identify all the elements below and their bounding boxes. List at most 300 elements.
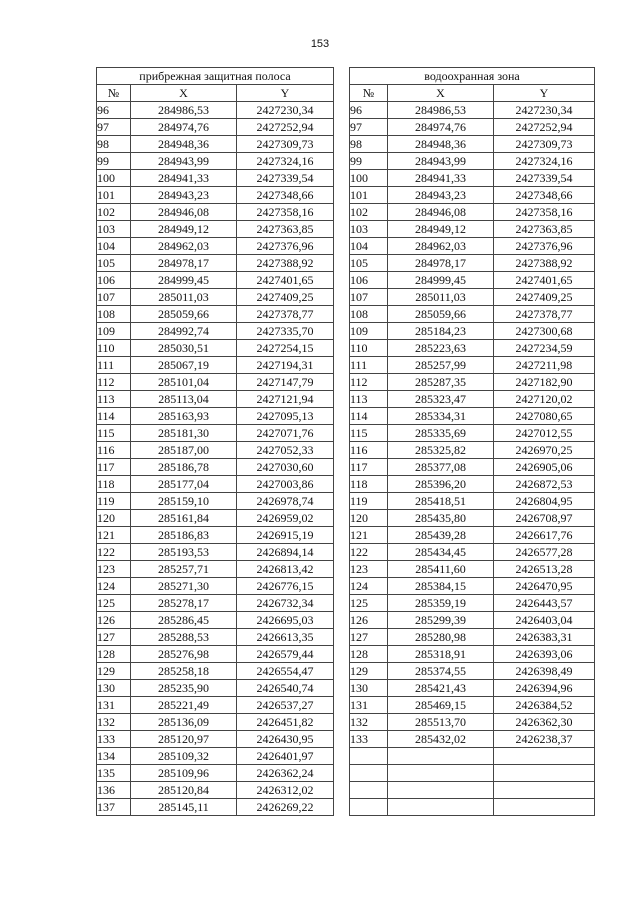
y-coordinate-cell: 2426398,49 — [494, 663, 595, 680]
y-coordinate-cell: 2426540,74 — [237, 680, 334, 697]
table-row — [97, 646, 334, 663]
table-row — [350, 221, 595, 238]
x-coordinate-cell: 285288,53 — [131, 629, 237, 646]
table-row — [97, 765, 334, 782]
table-row — [350, 459, 595, 476]
point-number-cell: 111 — [97, 357, 131, 374]
table-row — [350, 680, 595, 697]
table-row — [350, 442, 595, 459]
point-number-cell: 121 — [97, 527, 131, 544]
y-coordinate-cell: 2427378,77 — [494, 306, 595, 323]
y-coordinate-cell: 2426443,57 — [494, 595, 595, 612]
point-number-cell: 110 — [350, 340, 388, 357]
table-row — [350, 340, 595, 357]
table-row — [350, 527, 595, 544]
y-coordinate-cell: 2426384,52 — [494, 697, 595, 714]
y-coordinate-cell: 2427358,16 — [237, 204, 334, 221]
point-number-cell — [350, 782, 388, 799]
y-coordinate-cell: 2427182,90 — [494, 374, 595, 391]
point-number-cell: 99 — [97, 153, 131, 170]
table-row — [350, 765, 595, 782]
table-row — [97, 272, 334, 289]
table-row — [97, 680, 334, 697]
point-number-cell: 108 — [97, 306, 131, 323]
y-coordinate-cell: 2426894,14 — [237, 544, 334, 561]
table-row — [350, 561, 595, 578]
point-number-cell: 137 — [97, 799, 131, 816]
y-coordinate-cell: 2426238,37 — [494, 731, 595, 748]
point-number-cell: 123 — [97, 561, 131, 578]
y-coordinate-cell — [494, 765, 595, 782]
point-number-cell: 103 — [350, 221, 388, 238]
point-number-cell — [350, 748, 388, 765]
point-number-cell: 127 — [350, 629, 388, 646]
point-number-cell: 131 — [97, 697, 131, 714]
table-row — [97, 442, 334, 459]
point-number-cell: 128 — [350, 646, 388, 663]
point-number-cell: 98 — [350, 136, 388, 153]
table-row — [350, 629, 595, 646]
table-row — [97, 748, 334, 765]
y-coordinate-cell: 2427012,55 — [494, 425, 595, 442]
y-coordinate-cell: 2426383,31 — [494, 629, 595, 646]
x-coordinate-cell: 285384,15 — [388, 578, 494, 595]
right-header-x: X — [388, 85, 494, 102]
point-number-cell: 103 — [97, 221, 131, 238]
table-row — [97, 102, 334, 119]
point-number-cell: 105 — [350, 255, 388, 272]
y-coordinate-cell: 2427030,60 — [237, 459, 334, 476]
table-row — [350, 612, 595, 629]
right-header-y: Y — [494, 85, 595, 102]
y-coordinate-cell: 2427309,73 — [237, 136, 334, 153]
table-row — [97, 119, 334, 136]
table-row — [97, 544, 334, 561]
point-number-cell: 116 — [350, 442, 388, 459]
point-number-cell: 134 — [97, 748, 131, 765]
right-table-title: водоохранная зона — [350, 68, 595, 85]
y-coordinate-cell: 2427324,16 — [237, 153, 334, 170]
x-coordinate-cell: 284992,74 — [131, 323, 237, 340]
point-number-cell: 99 — [350, 153, 388, 170]
y-coordinate-cell: 2427376,96 — [237, 238, 334, 255]
point-number-cell: 114 — [350, 408, 388, 425]
y-coordinate-cell: 2427324,16 — [494, 153, 595, 170]
table-row — [97, 578, 334, 595]
y-coordinate-cell: 2426959,02 — [237, 510, 334, 527]
y-coordinate-cell: 2426403,04 — [494, 612, 595, 629]
x-coordinate-cell: 284943,23 — [131, 187, 237, 204]
y-coordinate-cell: 2427339,54 — [237, 170, 334, 187]
y-coordinate-cell: 2427211,98 — [494, 357, 595, 374]
table-row — [97, 714, 334, 731]
table-row — [97, 782, 334, 799]
x-coordinate-cell: 284962,03 — [131, 238, 237, 255]
table-row — [97, 459, 334, 476]
table-row — [350, 731, 595, 748]
table-row — [350, 476, 595, 493]
x-coordinate-cell: 284941,33 — [388, 170, 494, 187]
x-coordinate-cell: 284946,08 — [131, 204, 237, 221]
point-number-cell: 123 — [350, 561, 388, 578]
x-coordinate-cell: 285161,84 — [131, 510, 237, 527]
y-coordinate-cell: 2426915,19 — [237, 527, 334, 544]
y-coordinate-cell: 2427230,34 — [237, 102, 334, 119]
table-row — [350, 493, 595, 510]
y-coordinate-cell: 2426312,02 — [237, 782, 334, 799]
x-coordinate-cell — [388, 782, 494, 799]
table-row — [97, 731, 334, 748]
table-row — [350, 153, 595, 170]
point-number-cell: 106 — [97, 272, 131, 289]
y-coordinate-cell: 2426613,35 — [237, 629, 334, 646]
table-row — [97, 595, 334, 612]
table-row — [97, 408, 334, 425]
point-number-cell: 128 — [97, 646, 131, 663]
point-number-cell: 118 — [350, 476, 388, 493]
point-number-cell: 120 — [350, 510, 388, 527]
point-number-cell: 132 — [350, 714, 388, 731]
y-coordinate-cell: 2427363,85 — [237, 221, 334, 238]
y-coordinate-cell: 2427121,94 — [237, 391, 334, 408]
x-coordinate-cell: 284978,17 — [131, 255, 237, 272]
point-number-cell: 109 — [350, 323, 388, 340]
x-coordinate-cell: 284974,76 — [131, 119, 237, 136]
point-number-cell: 97 — [97, 119, 131, 136]
table-row — [350, 748, 595, 765]
y-coordinate-cell: 2427052,33 — [237, 442, 334, 459]
y-coordinate-cell: 2426401,97 — [237, 748, 334, 765]
x-coordinate-cell: 285323,47 — [388, 391, 494, 408]
table-row — [350, 255, 595, 272]
x-coordinate-cell: 285109,96 — [131, 765, 237, 782]
table-row — [97, 629, 334, 646]
x-coordinate-cell: 284999,45 — [131, 272, 237, 289]
x-coordinate-cell: 285258,18 — [131, 663, 237, 680]
x-coordinate-cell: 284948,36 — [388, 136, 494, 153]
point-number-cell: 96 — [350, 102, 388, 119]
x-coordinate-cell: 284943,99 — [131, 153, 237, 170]
table-row — [350, 136, 595, 153]
x-coordinate-cell: 285257,71 — [131, 561, 237, 578]
table-row — [350, 374, 595, 391]
y-coordinate-cell: 2427401,65 — [494, 272, 595, 289]
table-row — [97, 510, 334, 527]
left-table-body — [97, 102, 334, 816]
right-table-body — [350, 102, 595, 816]
point-number-cell: 106 — [350, 272, 388, 289]
table-row — [97, 170, 334, 187]
y-coordinate-cell: 2427376,96 — [494, 238, 595, 255]
y-coordinate-cell: 2426451,82 — [237, 714, 334, 731]
table-row — [350, 306, 595, 323]
y-coordinate-cell: 2427080,65 — [494, 408, 595, 425]
table-row — [350, 578, 595, 595]
y-coordinate-cell: 2427348,66 — [237, 187, 334, 204]
point-number-cell: 104 — [350, 238, 388, 255]
point-number-cell: 96 — [97, 102, 131, 119]
x-coordinate-cell: 285276,98 — [131, 646, 237, 663]
x-coordinate-cell: 285177,04 — [131, 476, 237, 493]
x-coordinate-cell — [388, 748, 494, 765]
y-coordinate-cell: 2427378,77 — [237, 306, 334, 323]
x-coordinate-cell: 285120,84 — [131, 782, 237, 799]
table-row — [97, 697, 334, 714]
point-number-cell: 116 — [97, 442, 131, 459]
table-row — [97, 306, 334, 323]
point-number-cell: 120 — [97, 510, 131, 527]
table-row — [97, 204, 334, 221]
page-number: 153 — [310, 38, 330, 50]
table-row — [350, 782, 595, 799]
table-row — [350, 391, 595, 408]
table-row — [350, 595, 595, 612]
x-coordinate-cell: 285011,03 — [131, 289, 237, 306]
point-number-cell: 130 — [350, 680, 388, 697]
point-number-cell: 102 — [97, 204, 131, 221]
point-number-cell: 117 — [350, 459, 388, 476]
y-coordinate-cell — [494, 799, 595, 816]
y-coordinate-cell: 2426537,27 — [237, 697, 334, 714]
y-coordinate-cell: 2426269,22 — [237, 799, 334, 816]
table-row — [350, 238, 595, 255]
table-row — [97, 238, 334, 255]
table-row — [350, 799, 595, 816]
x-coordinate-cell: 285186,83 — [131, 527, 237, 544]
y-coordinate-cell: 2427409,25 — [237, 289, 334, 306]
x-coordinate-cell: 285187,00 — [131, 442, 237, 459]
point-number-cell: 115 — [350, 425, 388, 442]
point-number-cell: 98 — [97, 136, 131, 153]
point-number-cell: 111 — [350, 357, 388, 374]
table-row — [97, 323, 334, 340]
table-row — [350, 697, 595, 714]
x-coordinate-cell: 285101,04 — [131, 374, 237, 391]
point-number-cell: 133 — [350, 731, 388, 748]
y-coordinate-cell: 2426393,06 — [494, 646, 595, 663]
x-coordinate-cell: 285334,31 — [388, 408, 494, 425]
table-row — [97, 255, 334, 272]
x-coordinate-cell: 285011,03 — [388, 289, 494, 306]
y-coordinate-cell: 2427120,02 — [494, 391, 595, 408]
table-row — [350, 663, 595, 680]
table-row — [350, 102, 595, 119]
x-coordinate-cell: 284962,03 — [388, 238, 494, 255]
point-number-cell: 108 — [350, 306, 388, 323]
table-row — [97, 612, 334, 629]
point-number-cell: 121 — [350, 527, 388, 544]
x-coordinate-cell: 285059,66 — [388, 306, 494, 323]
left-header-number: № — [97, 85, 131, 102]
point-number-cell: 118 — [97, 476, 131, 493]
y-coordinate-cell: 2426776,15 — [237, 578, 334, 595]
y-coordinate-cell: 2426813,42 — [237, 561, 334, 578]
point-number-cell: 119 — [350, 493, 388, 510]
table-row — [350, 289, 595, 306]
x-coordinate-cell: 285030,51 — [131, 340, 237, 357]
y-coordinate-cell: 2427147,79 — [237, 374, 334, 391]
x-coordinate-cell: 284978,17 — [388, 255, 494, 272]
x-coordinate-cell: 285439,28 — [388, 527, 494, 544]
x-coordinate-cell — [388, 799, 494, 816]
x-coordinate-cell: 285181,30 — [131, 425, 237, 442]
table-row — [350, 646, 595, 663]
left-header-y: Y — [237, 85, 334, 102]
x-coordinate-cell: 284946,08 — [388, 204, 494, 221]
table-row — [350, 357, 595, 374]
table-row — [97, 663, 334, 680]
x-coordinate-cell: 285136,09 — [131, 714, 237, 731]
x-coordinate-cell: 285186,78 — [131, 459, 237, 476]
x-coordinate-cell: 284941,33 — [131, 170, 237, 187]
point-number-cell — [350, 765, 388, 782]
point-number-cell: 129 — [350, 663, 388, 680]
table-row — [97, 153, 334, 170]
x-coordinate-cell: 285435,80 — [388, 510, 494, 527]
y-coordinate-cell: 2426554,47 — [237, 663, 334, 680]
point-number-cell: 122 — [350, 544, 388, 561]
point-number-cell: 124 — [97, 578, 131, 595]
y-coordinate-cell: 2426872,53 — [494, 476, 595, 493]
x-coordinate-cell: 285396,20 — [388, 476, 494, 493]
table-row — [97, 425, 334, 442]
x-coordinate-cell: 285299,39 — [388, 612, 494, 629]
y-coordinate-cell: 2427230,34 — [494, 102, 595, 119]
y-coordinate-cell: 2427388,92 — [237, 255, 334, 272]
table-row — [350, 510, 595, 527]
y-coordinate-cell: 2427348,66 — [494, 187, 595, 204]
y-coordinate-cell: 2426695,03 — [237, 612, 334, 629]
y-coordinate-cell: 2426617,76 — [494, 527, 595, 544]
point-number-cell: 126 — [350, 612, 388, 629]
y-coordinate-cell: 2426970,25 — [494, 442, 595, 459]
table-row — [350, 408, 595, 425]
x-coordinate-cell: 285163,93 — [131, 408, 237, 425]
point-number-cell: 113 — [350, 391, 388, 408]
y-coordinate-cell: 2426362,30 — [494, 714, 595, 731]
y-coordinate-cell: 2427003,86 — [237, 476, 334, 493]
table-row — [97, 527, 334, 544]
y-coordinate-cell: 2427409,25 — [494, 289, 595, 306]
point-number-cell — [350, 799, 388, 816]
table-row — [97, 340, 334, 357]
point-number-cell: 112 — [97, 374, 131, 391]
x-coordinate-cell: 284949,12 — [388, 221, 494, 238]
x-coordinate-cell: 285235,90 — [131, 680, 237, 697]
x-coordinate-cell: 285374,55 — [388, 663, 494, 680]
x-coordinate-cell: 285257,99 — [388, 357, 494, 374]
y-coordinate-cell: 2426804,95 — [494, 493, 595, 510]
left-header-x: X — [131, 85, 237, 102]
point-number-cell: 117 — [97, 459, 131, 476]
left-table-title: прибрежная защитная полоса — [97, 68, 334, 85]
y-coordinate-cell: 2427309,73 — [494, 136, 595, 153]
table-row — [97, 221, 334, 238]
table-row — [97, 374, 334, 391]
point-number-cell: 133 — [97, 731, 131, 748]
point-number-cell: 136 — [97, 782, 131, 799]
y-coordinate-cell: 2427254,15 — [237, 340, 334, 357]
y-coordinate-cell: 2427388,92 — [494, 255, 595, 272]
x-coordinate-cell: 284943,99 — [388, 153, 494, 170]
y-coordinate-cell: 2426708,97 — [494, 510, 595, 527]
y-coordinate-cell: 2426579,44 — [237, 646, 334, 663]
point-number-cell: 97 — [350, 119, 388, 136]
y-coordinate-cell: 2426732,34 — [237, 595, 334, 612]
table-row — [350, 272, 595, 289]
point-number-cell: 105 — [97, 255, 131, 272]
x-coordinate-cell: 285513,70 — [388, 714, 494, 731]
x-coordinate-cell: 285280,98 — [388, 629, 494, 646]
table-row — [97, 357, 334, 374]
point-number-cell: 107 — [350, 289, 388, 306]
x-coordinate-cell: 285145,11 — [131, 799, 237, 816]
y-coordinate-cell: 2426905,06 — [494, 459, 595, 476]
y-coordinate-cell: 2427071,76 — [237, 425, 334, 442]
y-coordinate-cell: 2426430,95 — [237, 731, 334, 748]
x-coordinate-cell: 285359,19 — [388, 595, 494, 612]
table-row — [350, 544, 595, 561]
table-row — [350, 714, 595, 731]
table-row — [97, 493, 334, 510]
point-number-cell: 104 — [97, 238, 131, 255]
x-coordinate-cell: 285287,35 — [388, 374, 494, 391]
x-coordinate-cell: 285278,17 — [131, 595, 237, 612]
y-coordinate-cell: 2427234,59 — [494, 340, 595, 357]
x-coordinate-cell: 284986,53 — [131, 102, 237, 119]
y-coordinate-cell: 2426362,24 — [237, 765, 334, 782]
right-header-number: № — [350, 85, 388, 102]
x-coordinate-cell: 285377,08 — [388, 459, 494, 476]
x-coordinate-cell: 285159,10 — [131, 493, 237, 510]
x-coordinate-cell: 285432,02 — [388, 731, 494, 748]
x-coordinate-cell: 285434,45 — [388, 544, 494, 561]
point-number-cell: 109 — [97, 323, 131, 340]
x-coordinate-cell: 284948,36 — [131, 136, 237, 153]
x-coordinate-cell: 285221,49 — [131, 697, 237, 714]
x-coordinate-cell: 285418,51 — [388, 493, 494, 510]
point-number-cell: 100 — [97, 170, 131, 187]
table-row — [350, 425, 595, 442]
point-number-cell: 114 — [97, 408, 131, 425]
point-number-cell: 130 — [97, 680, 131, 697]
table-row — [97, 136, 334, 153]
point-number-cell: 100 — [350, 170, 388, 187]
table-row — [97, 289, 334, 306]
point-number-cell: 127 — [97, 629, 131, 646]
point-number-cell: 125 — [97, 595, 131, 612]
table-row — [350, 204, 595, 221]
x-coordinate-cell: 285325,82 — [388, 442, 494, 459]
x-coordinate-cell: 284974,76 — [388, 119, 494, 136]
water-protection-zone-table — [349, 67, 595, 816]
x-coordinate-cell: 284986,53 — [388, 102, 494, 119]
point-number-cell: 132 — [97, 714, 131, 731]
table-row — [97, 187, 334, 204]
point-number-cell: 124 — [350, 578, 388, 595]
x-coordinate-cell — [388, 765, 494, 782]
point-number-cell: 113 — [97, 391, 131, 408]
y-coordinate-cell: 2427300,68 — [494, 323, 595, 340]
x-coordinate-cell: 285223,63 — [388, 340, 494, 357]
x-coordinate-cell: 285113,04 — [131, 391, 237, 408]
point-number-cell: 101 — [97, 187, 131, 204]
x-coordinate-cell: 285421,43 — [388, 680, 494, 697]
y-coordinate-cell: 2427252,94 — [494, 119, 595, 136]
x-coordinate-cell: 284949,12 — [131, 221, 237, 238]
table-row — [350, 119, 595, 136]
x-coordinate-cell: 285193,53 — [131, 544, 237, 561]
